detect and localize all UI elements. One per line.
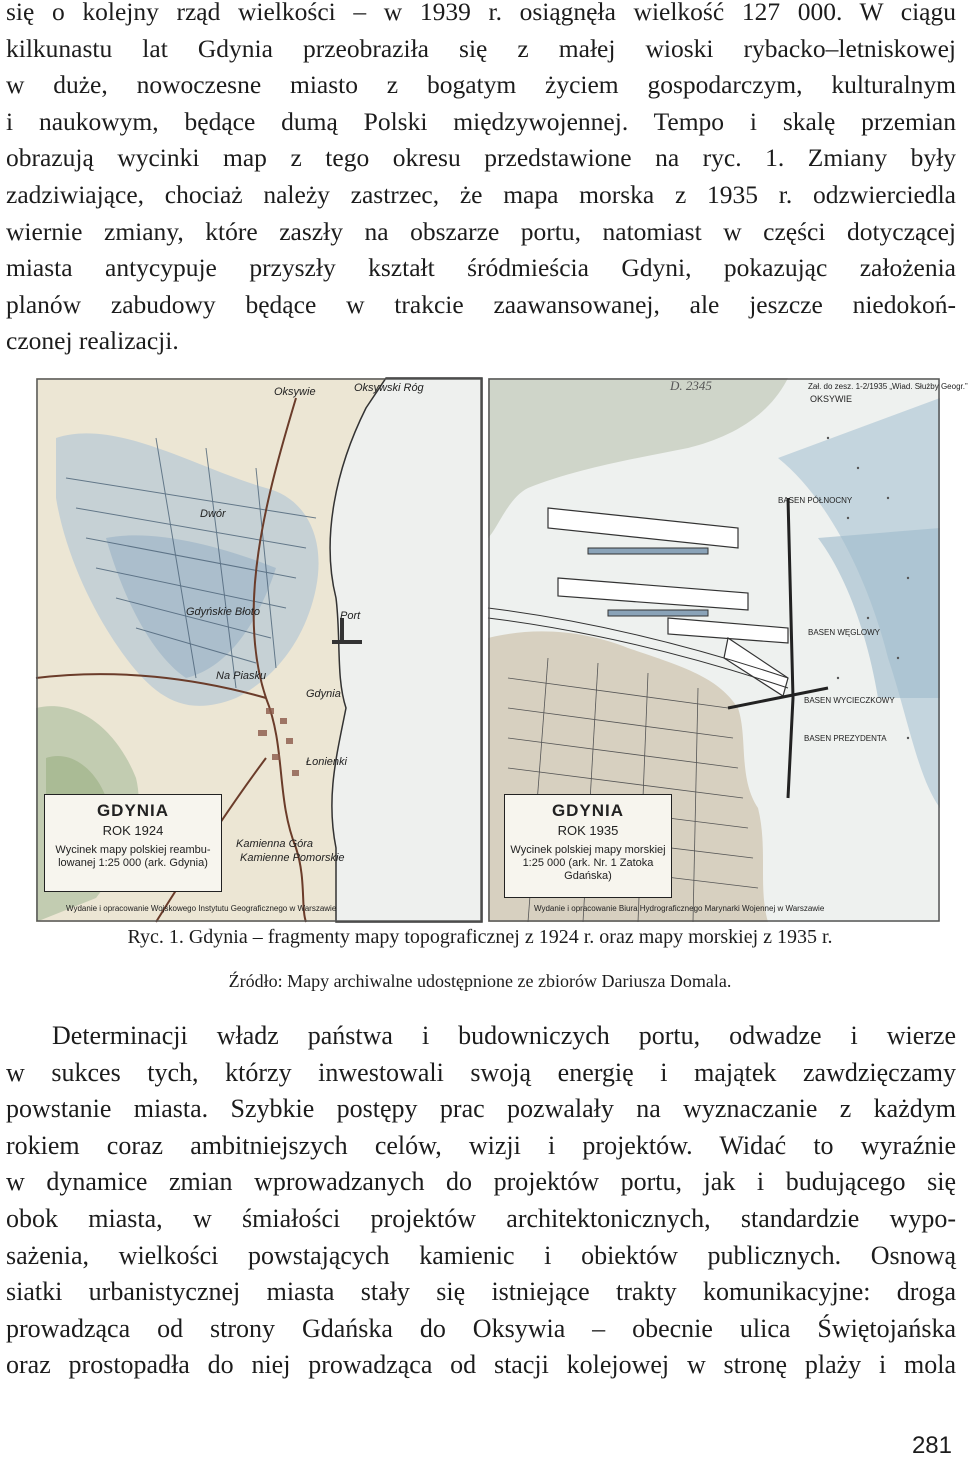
map-1924-desc-2: lowanej 1:25 000 (ark. Gdynia) [58, 857, 208, 869]
text-line: zadziwiające, chociaż należy zastrzec, że mapa morska z 1935 r. odzwierciedla [6, 179, 956, 209]
text-line: prowadząca od strony Gdańska do Oksywia – obecnie ulica Świętojańska [6, 1313, 956, 1343]
place-kamienne-pomorskie: Kamienne Pomorskie [240, 852, 345, 864]
place-basen-weglowy: BASEN WĘGLOWY [808, 628, 881, 637]
text-line: rokiem coraz ambitniejszych celów, wizji i projektów. Widać to wyraźnie [6, 1130, 956, 1160]
map-1924-credit: Wydanie i opracowanie Wojskowego Instytutu Geograficznego w Warszawie [66, 904, 337, 913]
text-line: obrazują wycinki map z tego okresu przedstawione na ryc. 1. Zmiany były [6, 143, 956, 173]
map-1935-credit: Wydanie i opracowanie Biura Hydrograficznego Marynarki Wojennej w Warszawie [534, 904, 825, 913]
text-line: wiernie zmiany, które zaszły na obszarze portu, natomiast w części dotyczącej [6, 216, 956, 246]
figure-maps [24, 378, 968, 922]
map-1924 [36, 378, 482, 922]
place-lonienki: Łonienki [306, 756, 347, 768]
text-line: i naukowym, będące dumą Polski międzywojennej. Tempo i skalę przemian [6, 106, 956, 136]
place-dwor: Dwór [200, 508, 226, 520]
place-na-piasku: Na Piasku [216, 670, 267, 682]
place-basen-prezydenta: BASEN PREZYDENTA [804, 734, 887, 743]
text-line: w dynamice zmian wprowadzanych do projektów portu, jak i budującego się [6, 1167, 956, 1197]
text-line: obok miasta, w śmiałości projektów architektonicznych, standardzie wypo- [6, 1203, 956, 1233]
place-basen-polnocny: BASEN PÓŁNOCNY [778, 496, 853, 505]
place-gdynia-town: Gdynia [306, 688, 341, 700]
figure-caption: Ryc. 1. Gdynia – fragmenty mapy topograficznej z 1924 r. oraz mapy morskiej z 1935 r. [127, 926, 833, 948]
place-oksywski-rog: Oksywski Róg [354, 382, 424, 394]
map-1924-desc-1: Wycinek mapy polskiej reambu- [55, 844, 211, 856]
map-1935-desc-2: 1:25 000 (ark. Nr. 1 Zatoka [522, 857, 654, 869]
map-1924-year: ROK 1924 [102, 823, 164, 838]
page-number: 281 [911, 1432, 952, 1459]
text-line: się o kolejny rząd wielkości – w 1939 r. osiągnęła wielkość 127 000. W ciągu [6, 0, 956, 26]
text-line: oraz prostopadła do niej prowadząca od stacji kolejowej w stronę plaży i mola [6, 1350, 956, 1380]
map-1935-catalog-mark: D. 2345 [670, 378, 712, 393]
text-line: czonej realizacji. [6, 326, 179, 356]
text-line: powstanie miasta. Szybkie postępy prac pozwalały na wyznaczanie z każdym [6, 1094, 956, 1124]
text-line: planów zabudowy będące w trakcie zaawansowanej, ale jeszcze niedokoń- [6, 289, 956, 319]
map-1935-header-note: Zał. do zesz. 1-2/1935 „Wiad. Służby Geogr.” [808, 382, 968, 391]
map-1935-year: ROK 1935 [557, 823, 619, 838]
place-kamienna-gora: Kamienna Góra [236, 838, 314, 850]
place-port: Port [340, 610, 361, 622]
text-line: Determinacji władz państwa i budowniczych portu, odwadze i wierze [52, 1021, 956, 1050]
place-oksywie-1935: OKSYWIE [810, 394, 853, 404]
text-line: miasta antycypuje przyszły kształt śródmieścia Gdyni, pokazując założenia [6, 253, 956, 283]
map-1924-title: GDYNIA [96, 801, 170, 820]
place-gdynskie-bloto: Gdyńskie Błoto [186, 606, 260, 618]
place-oksywie: Oksywie [274, 386, 316, 398]
place-basen-wycieczkowy: BASEN WYCIECZKOWY [804, 696, 895, 705]
body-paragraph-bottom [6, 1018, 956, 1384]
text-line: siatki urbanistycznej miasta stały się istniejące trakty komunikacyjne: droga [6, 1277, 956, 1307]
text-line: w duże, nowoczesne miasto z bogatym życiem gospodarczym, kulturalnym [6, 70, 956, 100]
text-line: w sukces tych, którzy inwestowali swoją energię i majątek zawdzięczamy [6, 1057, 956, 1087]
body-paragraph-top [6, 0, 956, 360]
map-1935-legend [504, 794, 672, 898]
text-line: kilkunastu lat Gdynia przeobraziła się z małej wioski rybacko–letniskowej [6, 33, 956, 63]
figure-source: Źródło: Mapy archiwalne udostępnione ze zbiorów Dariusza Domala. [228, 971, 732, 991]
map-1935-title: GDYNIA [551, 801, 625, 820]
map-1935-desc-3: Gdańska) [564, 870, 612, 882]
map-1935-desc-1: Wycinek polskiej mapy morskiej [510, 844, 666, 856]
text-line: sażenia, wielkości powstających kamienic i obiektów publicznych. Osnową [6, 1240, 956, 1270]
map-1935 [488, 378, 968, 922]
map-1924-legend [44, 794, 222, 892]
